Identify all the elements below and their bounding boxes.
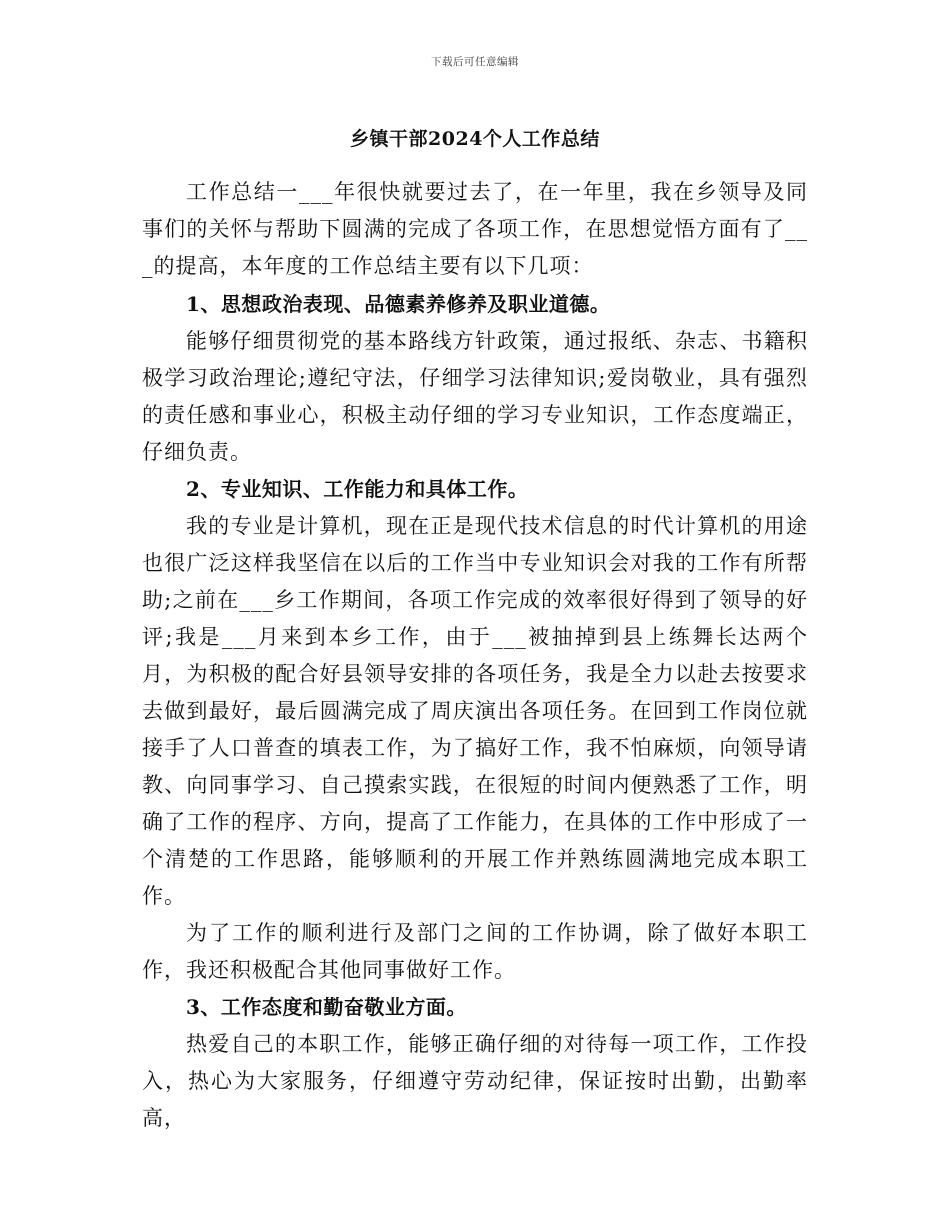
paragraph-1: 能够仔细贯彻党的基本路线方针政策，通过报纸、杂志、书籍积极学习政治理论;遵纪守法，仔细学习法律知识;爱岗敬业，具有强烈的责任感和事业心，积极主动仔细的学习专业知识，工作态度端正，仔细负责。 bbox=[142, 329, 808, 464]
paragraph-4: 热爱自己的本职工作，能够正确仔细的对待每一项工作，工作投入，热心为大家服务，仔细遵守劳动纪律，保证按时出勤，出勤率高， bbox=[142, 1032, 808, 1130]
document-title: 乡镇干部2024个人工作总结 bbox=[350, 128, 600, 150]
document-body bbox=[142, 174, 808, 1137]
paragraph-3: 为了工作的顺利进行及部门之间的工作协调，除了做好本职工作，我还积极配合其他同事做好工作。 bbox=[142, 921, 808, 982]
section-heading-2: 2、专业知识、工作能力和具体工作。 bbox=[186, 477, 529, 501]
paragraph-2: 我的专业是计算机，现在正是现代技术信息的时代计算机的用途也很广泛这样我坚信在以后的工作当中专业知识会对我的工作有所帮助;之前在___乡工作期间，各项工作完成的效率很好得到了领导的好评;我是___月来到本乡工作，由于___被抽掉到县上练舞长达两个月，为积极的配合好县领导安排的各项任务，我是全力以赴去按要求去做到最好，最后圆满完成了周庆演出各项任务。在回到工作岗位就接手了人口普查的填表工作，为了搞好工作，我不怕麻烦，向领导请教、向同事学习、自己摸索实践，在很短的时间内便熟悉了工作，明确了工作的程序、方向，提高了工作能力，在具体的工作中形成了一个清楚的工作思路，能够顺利的开展工作并熟练圆满地完成本职工作。 bbox=[142, 514, 808, 908]
section-heading-3: 3、工作态度和勤奋敬业方面。 bbox=[186, 995, 467, 1019]
header-note: 下载后可任意编辑 bbox=[431, 56, 519, 68]
paragraph-intro: 工作总结一___年很快就要过去了，在一年里，我在乡领导及同事们的关怀与帮助下圆满的完成了各项工作，在思想觉悟方面有了___的提高，本年度的工作总结主要有以下几项： bbox=[142, 180, 808, 278]
section-heading-1: 1、思想政治表现、品德素养修养及职业道德。 bbox=[186, 292, 611, 316]
